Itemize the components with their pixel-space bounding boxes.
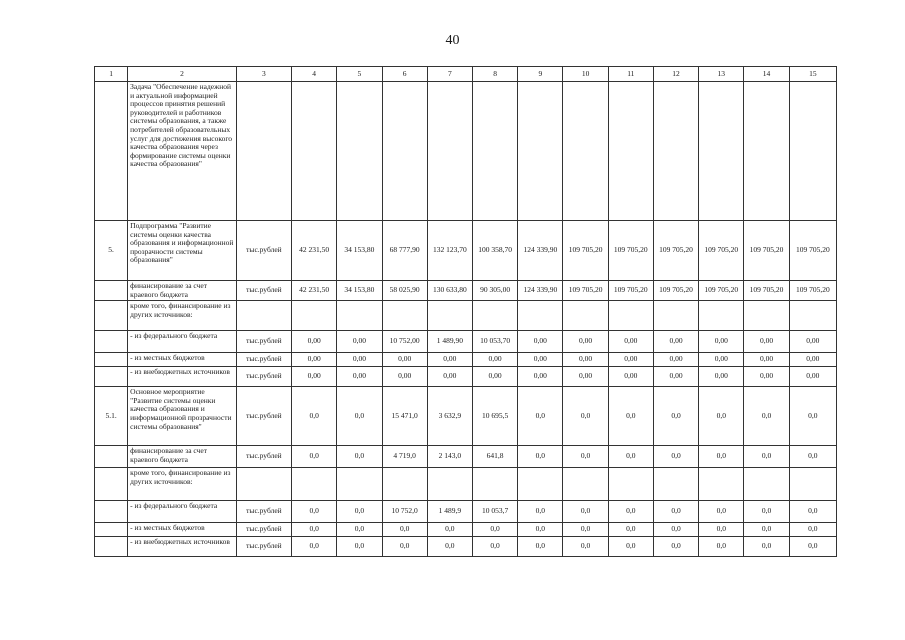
value-cell: 0,00: [699, 367, 744, 387]
value-cell: 0,0: [472, 537, 517, 557]
row-description-cell: - из внебюджетных источников: [128, 537, 237, 557]
row-number-cell: [95, 301, 128, 331]
unit-cell: [236, 468, 291, 501]
value-cell: 109 705,20: [744, 281, 789, 301]
value-cell: 0,0: [472, 523, 517, 537]
row-description-cell: - из местных бюджетов: [128, 353, 237, 367]
value-cell: 0,0: [292, 537, 337, 557]
row-number-cell: [95, 331, 128, 353]
table-row: [95, 82, 837, 221]
value-cell: 0,00: [337, 353, 382, 367]
column-number-row: [95, 67, 837, 82]
unit-cell: тыс.рублей: [236, 501, 291, 523]
column-number-cell: 15: [789, 67, 836, 82]
table-row: [95, 221, 837, 281]
value-cell: 0,0: [292, 501, 337, 523]
value-cell: 0,0: [337, 523, 382, 537]
value-cell: 0,00: [699, 331, 744, 353]
value-cell: [653, 468, 698, 501]
value-cell: 0,0: [699, 387, 744, 446]
table-row: [95, 353, 837, 367]
value-cell: 34 153,80: [337, 221, 382, 281]
value-cell: 132 123,70: [427, 221, 472, 281]
value-cell: [563, 301, 608, 331]
value-cell: [292, 301, 337, 331]
row-number-cell: [95, 501, 128, 523]
value-cell: 0,00: [608, 331, 653, 353]
column-number-cell: 4: [292, 67, 337, 82]
value-cell: 0,0: [608, 523, 653, 537]
value-cell: [653, 82, 698, 221]
value-cell: 0,0: [653, 446, 698, 468]
table-row: [95, 501, 837, 523]
table-row: [95, 468, 837, 501]
value-cell: [789, 468, 836, 501]
value-cell: 0,0: [518, 523, 563, 537]
unit-cell: тыс.рублей: [236, 537, 291, 557]
value-cell: [653, 301, 698, 331]
value-cell: 0,0: [518, 446, 563, 468]
value-cell: 0,0: [789, 523, 836, 537]
value-cell: 0,0: [518, 387, 563, 446]
row-description-cell: кроме того, финансирование из других источников:: [128, 301, 237, 331]
value-cell: 109 705,20: [563, 221, 608, 281]
value-cell: 0,0: [608, 387, 653, 446]
row-description-cell: Задача "Обеспечение надежной и актуальной информацией процессов принятия решений руководителей и работников системы образования, а также потребителей образовательных услуг для достижения высокого качества образования через формирование системы оценки качества образования": [128, 82, 237, 221]
row-number-cell: [95, 353, 128, 367]
value-cell: 109 705,20: [563, 281, 608, 301]
value-cell: 0,0: [699, 523, 744, 537]
column-number-cell: 14: [744, 67, 789, 82]
value-cell: 42 231,50: [292, 281, 337, 301]
value-cell: 0,0: [699, 501, 744, 523]
value-cell: 0,0: [518, 501, 563, 523]
value-cell: 0,0: [382, 537, 427, 557]
value-cell: 10 053,70: [472, 331, 517, 353]
column-number-cell: 1: [95, 67, 128, 82]
value-cell: 0,0: [653, 523, 698, 537]
value-cell: 0,0: [789, 446, 836, 468]
table-row: [95, 446, 837, 468]
row-description-cell: - из федерального бюджета: [128, 331, 237, 353]
unit-cell: [236, 301, 291, 331]
value-cell: 0,0: [337, 387, 382, 446]
value-cell: 0,00: [789, 331, 836, 353]
row-number-cell: 5.: [95, 221, 128, 281]
value-cell: 109 705,20: [699, 281, 744, 301]
value-cell: [472, 82, 517, 221]
table-row: [95, 367, 837, 387]
value-cell: [337, 82, 382, 221]
value-cell: 0,00: [292, 367, 337, 387]
value-cell: [337, 301, 382, 331]
table-body: [95, 67, 837, 557]
row-description-cell: финансирование за счет краевого бюджета: [128, 446, 237, 468]
value-cell: [608, 82, 653, 221]
value-cell: 4 719,0: [382, 446, 427, 468]
value-cell: 0,00: [382, 353, 427, 367]
value-cell: 0,00: [518, 353, 563, 367]
value-cell: [608, 301, 653, 331]
value-cell: 0,00: [744, 353, 789, 367]
value-cell: 0,00: [699, 353, 744, 367]
value-cell: [789, 301, 836, 331]
value-cell: 109 705,20: [789, 281, 836, 301]
value-cell: 1 489,9: [427, 501, 472, 523]
value-cell: 0,0: [744, 387, 789, 446]
unit-cell: тыс.рублей: [236, 221, 291, 281]
value-cell: 0,00: [292, 353, 337, 367]
value-cell: [472, 301, 517, 331]
value-cell: [472, 468, 517, 501]
value-cell: 10 695,5: [472, 387, 517, 446]
value-cell: 124 339,90: [518, 281, 563, 301]
value-cell: 109 705,20: [789, 221, 836, 281]
value-cell: [382, 82, 427, 221]
value-cell: 1 489,90: [427, 331, 472, 353]
value-cell: [427, 82, 472, 221]
unit-cell: тыс.рублей: [236, 523, 291, 537]
row-number-cell: [95, 82, 128, 221]
value-cell: 0,0: [382, 523, 427, 537]
value-cell: 0,00: [382, 367, 427, 387]
value-cell: 2 143,0: [427, 446, 472, 468]
value-cell: 0,0: [653, 537, 698, 557]
value-cell: 0,0: [789, 501, 836, 523]
value-cell: 0,0: [608, 446, 653, 468]
value-cell: 109 705,20: [653, 221, 698, 281]
value-cell: 0,0: [699, 446, 744, 468]
value-cell: 0,0: [653, 501, 698, 523]
value-cell: 0,00: [608, 353, 653, 367]
value-cell: 0,0: [744, 537, 789, 557]
column-number-cell: 9: [518, 67, 563, 82]
column-number-cell: 8: [472, 67, 517, 82]
value-cell: [789, 82, 836, 221]
value-cell: 0,0: [789, 537, 836, 557]
value-cell: 0,00: [653, 353, 698, 367]
value-cell: 0,0: [563, 446, 608, 468]
value-cell: 0,0: [653, 387, 698, 446]
value-cell: [518, 82, 563, 221]
column-number-cell: 10: [563, 67, 608, 82]
value-cell: 0,0: [744, 446, 789, 468]
value-cell: 0,00: [292, 331, 337, 353]
value-cell: [292, 468, 337, 501]
table-row: [95, 523, 837, 537]
table-row: [95, 281, 837, 301]
value-cell: 0,00: [518, 331, 563, 353]
row-description-cell: - из федерального бюджета: [128, 501, 237, 523]
value-cell: 0,0: [337, 501, 382, 523]
value-cell: 10 053,7: [472, 501, 517, 523]
unit-cell: [236, 82, 291, 221]
column-number-cell: 3: [236, 67, 291, 82]
value-cell: 0,0: [427, 537, 472, 557]
row-number-cell: [95, 367, 128, 387]
value-cell: 10 752,0: [382, 501, 427, 523]
value-cell: 0,0: [292, 387, 337, 446]
value-cell: 0,00: [427, 353, 472, 367]
unit-cell: тыс.рублей: [236, 367, 291, 387]
value-cell: 0,00: [744, 367, 789, 387]
value-cell: 0,00: [563, 353, 608, 367]
value-cell: 0,0: [699, 537, 744, 557]
row-description-cell: Подпрограмма "Развитие системы оценки качества образования и информационной прозрачности системы образования": [128, 221, 237, 281]
value-cell: 3 632,9: [427, 387, 472, 446]
value-cell: 109 705,20: [608, 221, 653, 281]
value-cell: [337, 468, 382, 501]
value-cell: 0,0: [563, 501, 608, 523]
value-cell: [518, 468, 563, 501]
value-cell: 0,0: [292, 446, 337, 468]
value-cell: [518, 301, 563, 331]
value-cell: 0,0: [518, 537, 563, 557]
column-number-cell: 11: [608, 67, 653, 82]
value-cell: 0,00: [744, 331, 789, 353]
row-description-cell: - из внебюджетных источников: [128, 367, 237, 387]
unit-cell: тыс.рублей: [236, 281, 291, 301]
unit-cell: тыс.рублей: [236, 446, 291, 468]
value-cell: [292, 82, 337, 221]
value-cell: 0,0: [563, 523, 608, 537]
value-cell: 0,0: [789, 387, 836, 446]
column-number-cell: 7: [427, 67, 472, 82]
value-cell: 641,8: [472, 446, 517, 468]
value-cell: 100 358,70: [472, 221, 517, 281]
value-cell: 0,0: [427, 523, 472, 537]
value-cell: [608, 468, 653, 501]
value-cell: 0,00: [653, 367, 698, 387]
value-cell: 0,0: [337, 446, 382, 468]
table-row: [95, 387, 837, 446]
value-cell: 0,0: [292, 523, 337, 537]
unit-cell: тыс.рублей: [236, 353, 291, 367]
value-cell: 0,0: [337, 537, 382, 557]
value-cell: 0,00: [472, 367, 517, 387]
value-cell: 10 752,00: [382, 331, 427, 353]
value-cell: 42 231,50: [292, 221, 337, 281]
value-cell: [699, 82, 744, 221]
value-cell: 0,00: [518, 367, 563, 387]
value-cell: [744, 301, 789, 331]
row-number-cell: [95, 523, 128, 537]
budget-table: [94, 66, 837, 557]
column-number-cell: 12: [653, 67, 698, 82]
value-cell: 0,00: [563, 331, 608, 353]
table-row: [95, 301, 837, 331]
value-cell: [563, 468, 608, 501]
column-number-cell: 13: [699, 67, 744, 82]
value-cell: [699, 301, 744, 331]
value-cell: 0,00: [608, 367, 653, 387]
value-cell: 109 705,20: [653, 281, 698, 301]
row-number-cell: [95, 281, 128, 301]
value-cell: 0,0: [563, 537, 608, 557]
value-cell: [427, 301, 472, 331]
row-number-cell: 5.1.: [95, 387, 128, 446]
table-row: [95, 331, 837, 353]
value-cell: [427, 468, 472, 501]
value-cell: 0,0: [563, 387, 608, 446]
row-description-cell: - из местных бюджетов: [128, 523, 237, 537]
row-description-cell: финансирование за счет краевого бюджета: [128, 281, 237, 301]
value-cell: 109 705,20: [699, 221, 744, 281]
value-cell: 68 777,90: [382, 221, 427, 281]
value-cell: 0,00: [789, 367, 836, 387]
value-cell: 0,0: [744, 501, 789, 523]
row-number-cell: [95, 537, 128, 557]
value-cell: 0,00: [789, 353, 836, 367]
value-cell: [744, 468, 789, 501]
value-cell: 90 305,00: [472, 281, 517, 301]
value-cell: 15 471,0: [382, 387, 427, 446]
row-number-cell: [95, 446, 128, 468]
value-cell: 0,00: [653, 331, 698, 353]
value-cell: [563, 82, 608, 221]
value-cell: 124 339,90: [518, 221, 563, 281]
column-number-cell: 5: [337, 67, 382, 82]
row-description-cell: кроме того, финансирование из других источников:: [128, 468, 237, 501]
value-cell: 0,0: [608, 537, 653, 557]
table-row: [95, 537, 837, 557]
value-cell: 0,00: [427, 367, 472, 387]
value-cell: 109 705,20: [744, 221, 789, 281]
value-cell: 58 025,90: [382, 281, 427, 301]
value-cell: [382, 301, 427, 331]
row-description-cell: Основное мероприятие "Развитие системы оценки качества образования и информационной прозрачности системы образования": [128, 387, 237, 446]
value-cell: 0,00: [563, 367, 608, 387]
value-cell: 0,00: [472, 353, 517, 367]
column-number-cell: 6: [382, 67, 427, 82]
row-number-cell: [95, 468, 128, 501]
value-cell: 0,00: [337, 331, 382, 353]
value-cell: 0,0: [608, 501, 653, 523]
value-cell: 130 633,80: [427, 281, 472, 301]
value-cell: 109 705,20: [608, 281, 653, 301]
unit-cell: тыс.рублей: [236, 331, 291, 353]
value-cell: [382, 468, 427, 501]
page-number: 40: [445, 33, 460, 48]
value-cell: [744, 82, 789, 221]
unit-cell: тыс.рублей: [236, 387, 291, 446]
value-cell: 0,00: [337, 367, 382, 387]
value-cell: 0,0: [744, 523, 789, 537]
value-cell: [699, 468, 744, 501]
value-cell: 34 153,80: [337, 281, 382, 301]
column-number-cell: 2: [128, 67, 237, 82]
